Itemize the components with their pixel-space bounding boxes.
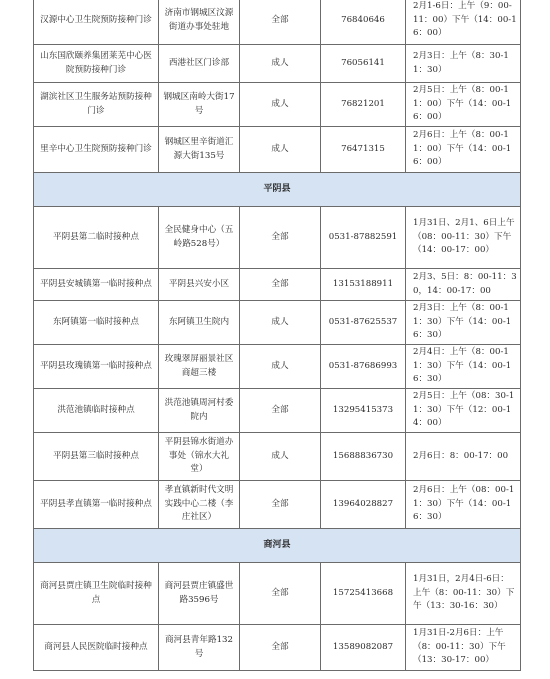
schedule-cell: 2月1-6日：上午（9：00-11：00）下午（14：00-16：00） (406, 0, 521, 45)
county-section-row (34, 173, 521, 207)
phone-cell: 15688836730 (321, 433, 406, 481)
phone-cell: 76056141 (321, 45, 406, 83)
address-cell: 全民健身中心（五岭路528号） (159, 207, 240, 269)
schedule-cell: 1月31日-2月6日：上午（8：00-11：30）下午（13：30-17：00） (406, 625, 521, 671)
schedule-cell: 2月6日：8：00-17：00 (406, 433, 521, 481)
phone-cell: 13589082087 (321, 625, 406, 671)
address-cell: 西港社区门诊部 (159, 45, 240, 83)
schedule-cell: 2月3日：上午（8：30-11：30） (406, 45, 521, 83)
schedule-cell: 1月31日、2月1、6日上午（08：00-11：30）下午（14：00-17：00） (406, 207, 521, 269)
site-name-cell: 东阿镇第一临时接种点 (34, 301, 159, 345)
address-cell: 平阴县锦水街道办事处（锦水大礼堂） (159, 433, 240, 481)
table-row (34, 127, 521, 173)
target-group-cell: 全部 (240, 389, 321, 433)
phone-cell: 0531-87686993 (321, 345, 406, 389)
table-row (34, 301, 521, 345)
site-name-cell: 山东国欣颐养集团莱芜中心医院预防接种门诊 (34, 45, 159, 83)
schedule-cell: 2月5日：上午（08：30-11：30）下午（12：00-14：00） (406, 389, 521, 433)
target-group-cell: 全部 (240, 563, 321, 625)
address-cell: 商河县贾庄镇盛世路3596号 (159, 563, 240, 625)
address-cell: 平阴县兴安小区 (159, 269, 240, 301)
phone-cell: 13964028827 (321, 481, 406, 529)
target-group-cell: 全部 (240, 0, 321, 45)
target-group-cell: 全部 (240, 269, 321, 301)
table-row (34, 45, 521, 83)
schedule-cell: 1月31日，2月4日-6日：上午（8：00-11：30）下午（13：30-16：30） (406, 563, 521, 625)
schedule-cell: 2月6日：上午（8：00-11：00）下午（14：00-16：00） (406, 127, 521, 173)
address-cell: 济南市钢城区汶源街道办事处驻地 (159, 0, 240, 45)
site-name-cell: 平阴县玫瑰镇第一临时接种点 (34, 345, 159, 389)
phone-cell: 0531-87882591 (321, 207, 406, 269)
address-cell: 钢城区南岭大街17号 (159, 83, 240, 127)
phone-cell: 76471315 (321, 127, 406, 173)
address-cell: 商河县青年路132号 (159, 625, 240, 671)
target-group-cell: 成人 (240, 45, 321, 83)
schedule-cell: 2月5日：上午（8：00-11：00）下午（14：00-16：00） (406, 83, 521, 127)
phone-cell: 76821201 (321, 83, 406, 127)
vaccination-site-table (33, 0, 521, 671)
address-cell: 玫瑰翠屏丽景社区商超三楼 (159, 345, 240, 389)
county-section-title: 平阴县 (34, 173, 521, 207)
target-group-cell: 成人 (240, 83, 321, 127)
phone-cell: 15725413668 (321, 563, 406, 625)
table-row (34, 345, 521, 389)
target-group-cell: 成人 (240, 345, 321, 389)
address-cell: 钢城区里辛街道汇源大街135号 (159, 127, 240, 173)
target-group-cell: 成人 (240, 433, 321, 481)
site-name-cell: 汉源中心卫生院预防接种门诊 (34, 0, 159, 45)
site-name-cell: 商河县贾庄镇卫生院临时接种点 (34, 563, 159, 625)
phone-cell: 13153188911 (321, 269, 406, 301)
table-body (34, 0, 521, 671)
site-name-cell: 平阴县孝直镇第一临时接种点 (34, 481, 159, 529)
address-cell: 洪范池镇周河村委院内 (159, 389, 240, 433)
phone-cell: 76840646 (321, 0, 406, 45)
schedule-cell: 2月4日：上午（8：00-11：30）下午（14：00-16：30） (406, 345, 521, 389)
site-name-cell: 平阴县安城镇第一临时接种点 (34, 269, 159, 301)
target-group-cell: 全部 (240, 207, 321, 269)
phone-cell: 13295415373 (321, 389, 406, 433)
target-group-cell: 全部 (240, 625, 321, 671)
county-section-title: 商河县 (34, 529, 521, 563)
schedule-cell: 2月3、5日：8：00-11：30，14：00-17：00 (406, 269, 521, 301)
address-cell: 孝直镇新时代文明实践中心二楼（李庄社区） (159, 481, 240, 529)
site-name-cell: 平阴县第三临时接种点 (34, 433, 159, 481)
table-row (34, 83, 521, 127)
county-section-row (34, 529, 521, 563)
site-name-cell: 平阴县第二临时接种点 (34, 207, 159, 269)
table-row (34, 269, 521, 301)
target-group-cell: 全部 (240, 481, 321, 529)
site-name-cell: 商河县人民医院临时接种点 (34, 625, 159, 671)
target-group-cell: 成人 (240, 301, 321, 345)
table-row (34, 207, 521, 269)
table-row (34, 0, 521, 45)
schedule-cell: 2月3日：上午（8：00-11：30）下午（14：00-16：30） (406, 301, 521, 345)
table-row (34, 563, 521, 625)
schedule-cell: 2月6日：上午（08：00-11：30）下午（14：00-16：30） (406, 481, 521, 529)
target-group-cell: 成人 (240, 127, 321, 173)
address-cell: 东阿镇卫生院内 (159, 301, 240, 345)
table-row (34, 625, 521, 671)
table-row (34, 433, 521, 481)
table-row (34, 481, 521, 529)
site-name-cell: 里辛中心卫生院预防接种门诊 (34, 127, 159, 173)
site-name-cell: 洪范池镇临时接种点 (34, 389, 159, 433)
table-row (34, 389, 521, 433)
site-name-cell: 湖滨社区卫生服务站预防接种门诊 (34, 83, 159, 127)
phone-cell: 0531-87625537 (321, 301, 406, 345)
